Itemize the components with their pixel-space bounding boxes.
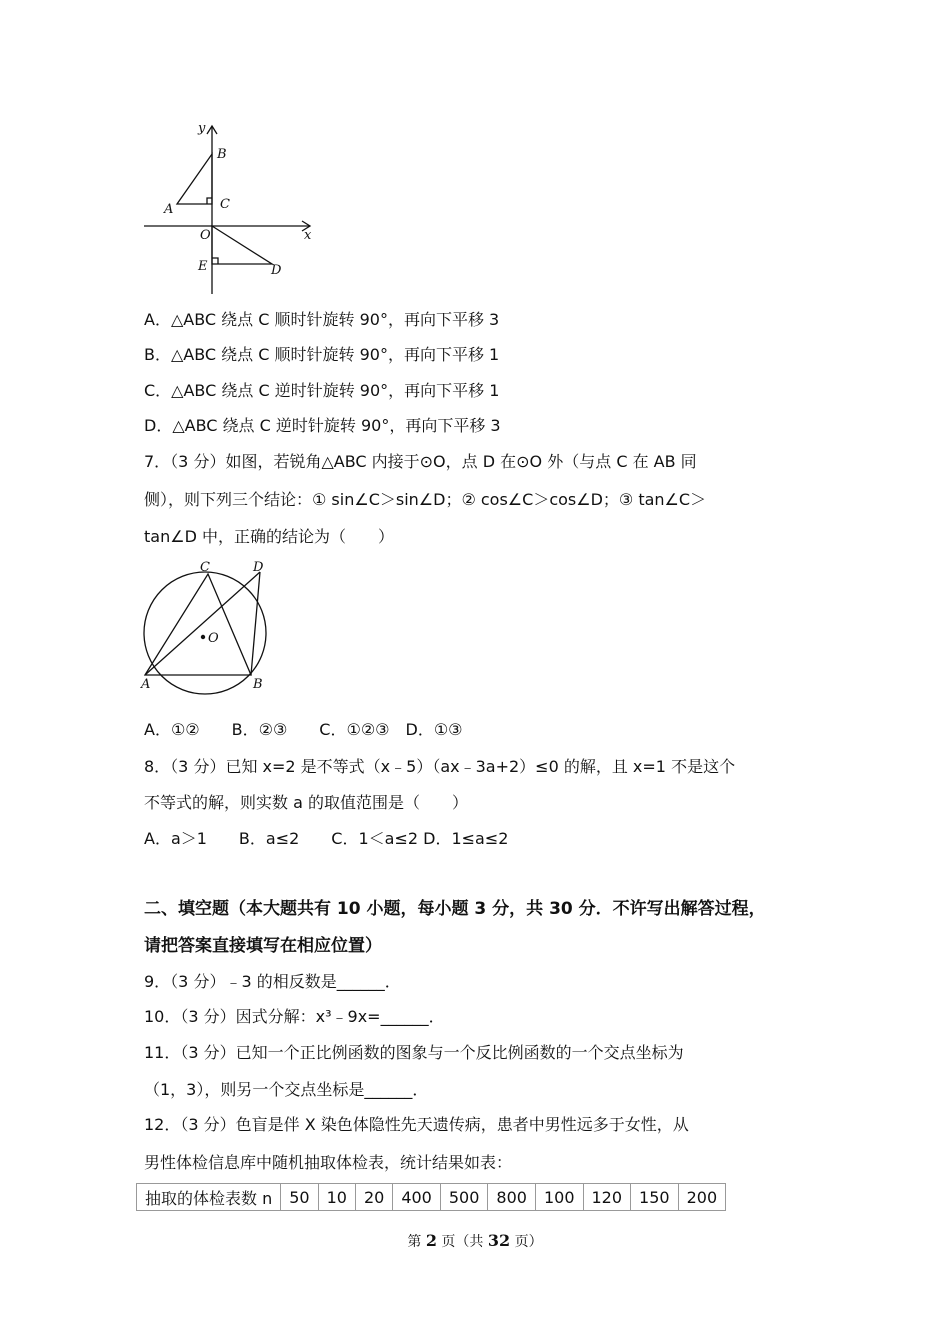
q11-line-1: 11．（3 分）已知一个正比例函数的图象与一个反比例函数的一个交点坐标为: [144, 1043, 684, 1062]
label-c: C: [200, 560, 210, 575]
label-d: D: [271, 263, 282, 278]
section2-heading-line-1: 二、填空题（本大题共有 10 小题，每小题 3 分，共 30 分．不许写出解答过程，: [144, 899, 766, 919]
label-a: A: [141, 677, 151, 692]
table-cell: 120: [583, 1184, 631, 1211]
table-cell: 200: [678, 1184, 726, 1211]
section2-heading-line-2: 请把答案直接填写在相应位置）: [144, 936, 382, 956]
q12-line-1: 12．（3 分）色盲是伴 X 染色体隐性先天遗传病，患者中男性远多于女性，从: [144, 1115, 689, 1134]
label-c: C: [220, 197, 230, 212]
q6-option-a: A．△ABC 绕点 C 顺时针旋转 90°，再向下平移 3: [144, 310, 500, 329]
label-y: y: [198, 121, 206, 136]
q12-line-2: 男性体检信息库中随机抽取体检表，统计结果如表：: [144, 1153, 513, 1172]
label-x: x: [304, 228, 312, 243]
q9: 9．（3 分）﹣3 的相反数是______．: [144, 972, 401, 991]
q6-option-b: B．△ABC 绕点 C 顺时针旋转 90°，再向下平移 1: [144, 345, 500, 364]
footer-prefix: 第: [407, 1234, 426, 1250]
table-cell: 800: [488, 1184, 536, 1211]
q8-line-2: 不等式的解，则实数 a 的取值范围是（ ）: [144, 793, 468, 812]
table-cell: 150: [631, 1184, 679, 1211]
q8-line-1: 8．（3 分）已知 x=2 是不等式（x﹣5）（ax﹣3a+2）≤0 的解，且 x=1 不是这个: [144, 757, 736, 776]
circle-o: [144, 572, 266, 694]
label-d: D: [253, 560, 264, 575]
table-header-cell: 抽取的体检表数 n: [137, 1184, 281, 1211]
table-cell: 400: [393, 1184, 441, 1211]
table-cell: 50: [281, 1184, 318, 1211]
q7-line-2: 侧），则下列三个结论：① sin∠C＞sin∠D；② cos∠C＞cos∠D；③ tan∠C＞: [144, 490, 707, 509]
q12-stats-table: [136, 1183, 726, 1211]
segment-bd: [251, 572, 260, 675]
q7-line-1: 7．（3 分）如图，若锐角△ABC 内接于⊙O，点 D 在⊙O 外（与点 C 在 AB 同: [144, 452, 697, 471]
label-a: A: [164, 202, 174, 217]
right-angle-e: [212, 258, 218, 264]
label-e: E: [198, 259, 208, 274]
q8-options: A．a＞1 B．a≤2 C．1＜a≤2 D．1≤a≤2: [144, 829, 509, 848]
q11-line-2: （1，3），则另一个交点坐标是______．: [144, 1080, 429, 1099]
label-b: B: [253, 677, 263, 692]
q6-figure: [140, 118, 330, 298]
q7-figure: [136, 555, 276, 695]
q7-options: A．①② B．②③ C．①②③ D．①③: [144, 720, 463, 739]
footer-middle: 页（共: [436, 1234, 488, 1250]
q6-option-c: C．△ABC 绕点 C 逆时针旋转 90°，再向下平移 1: [144, 381, 500, 400]
center-o-dot: [201, 635, 205, 639]
table-row: [137, 1184, 726, 1211]
right-angle-c: [207, 198, 212, 204]
page-footer: [0, 1231, 950, 1251]
q6-option-d: D．△ABC 绕点 C 逆时针旋转 90°，再向下平移 3: [144, 416, 501, 435]
footer-page-number: 2: [425, 1231, 437, 1250]
triangle-abc: [177, 154, 212, 204]
segment-ad: [145, 572, 260, 675]
footer-suffix: 页）: [510, 1234, 543, 1250]
table-cell: 500: [440, 1184, 488, 1211]
table-cell: 10: [318, 1184, 355, 1211]
q7-line-3: tan∠D 中，正确的结论为（ ）: [144, 527, 394, 546]
label-o: O: [200, 228, 211, 243]
label-b: B: [217, 147, 227, 162]
triangle-ode: [212, 226, 272, 264]
footer-total-pages: 32: [487, 1231, 511, 1250]
q10: 10．（3 分）因式分解：x³﹣9x=______．: [144, 1007, 445, 1026]
triangle-abc-inscribed: [145, 574, 251, 675]
label-o: O: [208, 631, 219, 646]
table-cell: 20: [355, 1184, 392, 1211]
table-cell: 100: [535, 1184, 583, 1211]
